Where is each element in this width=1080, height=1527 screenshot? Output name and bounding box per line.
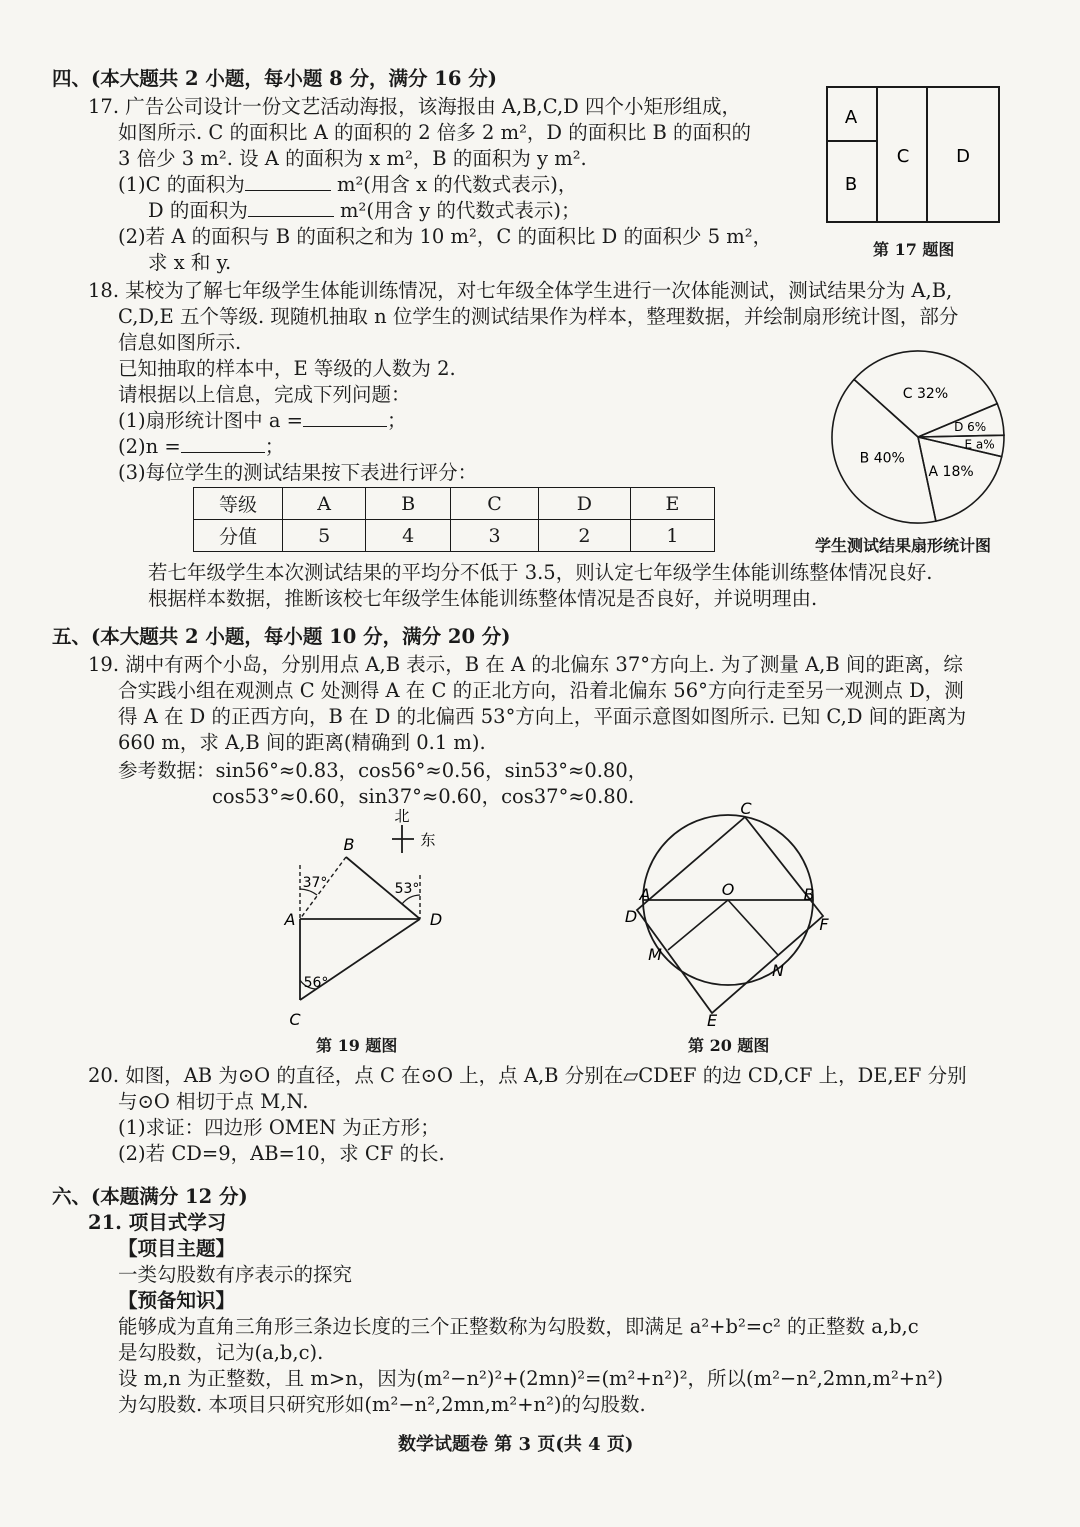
q19-caption: 第 19 题图 [316,1036,398,1055]
answer-blank [303,408,387,427]
section6-header: 六、(本题满分 12 分) [52,1185,248,1208]
rect-label-c: C [896,146,910,167]
q17-part2b: 求 x 和 y. [148,251,232,274]
q21-prep1: 能够成为直角三角形三条边长度的三个正整数称为勾股数，即满足 a²+b²=c² 的正整数 a,b,c [118,1315,919,1338]
table-row: 等级 A B C D E [194,488,715,520]
point-n-label: N [772,961,784,980]
point-d-label: D [429,910,443,929]
q19-ref2: cos53°≈0.60，sin37°≈0.60，cos37°≈0.80. [212,785,635,808]
q18-pie-chart [822,350,1042,526]
q17-caption: 第 17 题图 [873,240,955,259]
pie-label-e: E a% [964,437,995,452]
q21-theme: 一类勾股数有序表示的探究 [118,1263,353,1286]
angle-56-label: 56° [303,975,329,991]
q19-line3: 得 A 在 D 的正西方向，B 在 D 的北偏西 53°方向上，平面示意图如图所示. 已知 C,D 间的距离为 [118,705,967,728]
q17-line3: 3 倍少 3 m². 设 A 的面积为 x m²，B 的面积为 y m². [118,147,587,170]
point-b-label: B [803,885,815,904]
point-f-label: F [819,915,829,934]
q18-part3: (3)每位学生的测试结果按下表进行评分： [118,461,478,484]
point-o-label: O [721,880,735,899]
q18-line7: 根据样本数据，推断该校七年级学生体能训练整体情况是否良好，并说明理由. [148,587,818,610]
answer-blank [248,198,334,217]
pie-label-b: B 40% [859,450,905,467]
q17-line2: 如图所示. C 的面积比 A 的面积的 2 倍多 2 m²，D 的面积比 B 的面积的 [118,121,751,144]
q19-ref1: 参考数据：sin56°≈0.83，cos56°≈0.56，sin53°≈0.80， [118,759,648,782]
pie-label-c: C 32% [902,385,949,402]
point-m-label: M [648,945,662,964]
q18-line1: 18. 某校为了解七年级学生体能训练情况，对七年级全体学生进行一次体能测试，测试结果分为 A,B, [88,279,953,302]
q18-line4: 已知抽取的样本中，E 等级的人数为 2. [118,357,456,380]
q20-line2: 与⊙O 相切于点 M,N. [118,1090,309,1113]
q17-figure [820,84,1010,229]
q20-part2: (2)若 CD=9，AB=10，求 CF 的长. [118,1142,445,1165]
q18-line2: C,D,E 五个等级. 现随机抽取 n 位学生的测试结果作为样本，整理数据，并绘制扇形统计图，部分 [118,305,959,328]
point-c-label: C [289,1010,301,1029]
q19-line1: 19. 湖中有两个小岛，分别用点 A,B 表示，B 在 A 的北偏东 37°方向上. 为了测量 A,B 间的距离，综 [88,653,963,676]
point-a-label: A [284,910,296,929]
point-a-label: A [639,885,651,904]
answer-blank [245,172,331,191]
point-e-label: E [706,1011,718,1030]
pie-label-a: A 18% [928,463,974,480]
q21-prep3: 设 m,n 为正整数，且 m>n，因为(m²−n²)²+(2mn)²=(m²+n²)²，所以(m²−n²,2mn,m²+n²) [118,1367,944,1390]
point-b-label: B [343,835,355,854]
q21-title: 21. 项目式学习 [88,1211,227,1234]
point-c-label: C [740,800,752,818]
east-label: 东 [420,831,436,849]
q17-part1b: D 的面积为 m²(用含 y 的代数式表示)； [148,199,581,222]
rect-label-d: D [956,146,970,167]
table-row: 分值 5 4 3 2 1 [194,520,715,552]
q21-theme-tag: 【项目主题】 [118,1237,236,1260]
section4-header: 四、(本大题共 2 小题，每小题 8 分，满分 16 分) [52,67,497,90]
page-footer: 数学试题卷 第 3 页(共 4 页) [398,1434,634,1455]
answer-blank [181,434,265,453]
q17-part2a: (2)若 A 的面积与 B 的面积之和为 10 m²，C 的面积比 D 的面积少 5 m²， [118,225,773,248]
section5-header: 五、(本大题共 2 小题，每小题 10 分，满分 20 分) [52,625,511,648]
q18-caption: 学生测试结果扇形统计图 [815,536,992,555]
point-d-label: D [624,907,638,926]
q21-prep-tag: 【预备知识】 [118,1289,236,1312]
pie-label-d: D 6% [954,419,987,434]
q20-figure [615,800,845,1030]
q21-prep4: 为勾股数. 本项目只研究形如(m²−n²,2mn,m²+n²)的勾股数. [118,1393,646,1416]
q20-caption: 第 20 题图 [688,1036,770,1055]
q20-line1: 20. 如图，AB 为⊙O 的直径，点 C 在⊙O 上，点 A,B 分别在▱CDEF 的边 CD,CF 上，DE,EF 分别 [88,1064,967,1087]
q17-line1: 17. 广告公司设计一份文艺活动海报，该海报由 A,B,C,D 四个小矩形组成， [88,95,741,118]
angle-37-label: 37° [302,875,328,891]
q17-part1a: (1)C 的面积为 m²(用含 x 的代数式表示)， [118,173,578,196]
q19-figure [270,805,470,1030]
rect-label-b: B [844,174,858,195]
q18-line5: 请根据以上信息，完成下列问题： [118,383,411,406]
q18-part2: (2)n = ； [118,435,285,458]
q21-prep2: 是勾股数，记为(a,b,c). [118,1341,324,1364]
q18-line6: 若七年级学生本次测试结果的平均分不低于 3.5，则认定七年级学生体能训练整体情况良好. [148,561,933,584]
angle-53-label: 53° [394,881,420,897]
q18-line3: 信息如图所示. [118,331,242,354]
rect-label-a: A [844,107,858,128]
north-label: 北 [394,807,410,825]
q19-line4: 660 m，求 A,B 间的距离(精确到 0.1 m). [118,731,486,754]
q18-part1: (1)扇形统计图中 a = ； [118,409,407,432]
q19-line2: 合实践小组在观测点 C 处测得 A 在 C 的正北方向，沿着北偏东 56°方向行走至另一观测点 D，测 [118,679,964,702]
q20-part1: (1)求证：四边形 OMEN 为正方形； [118,1116,440,1139]
score-table [193,487,715,552]
